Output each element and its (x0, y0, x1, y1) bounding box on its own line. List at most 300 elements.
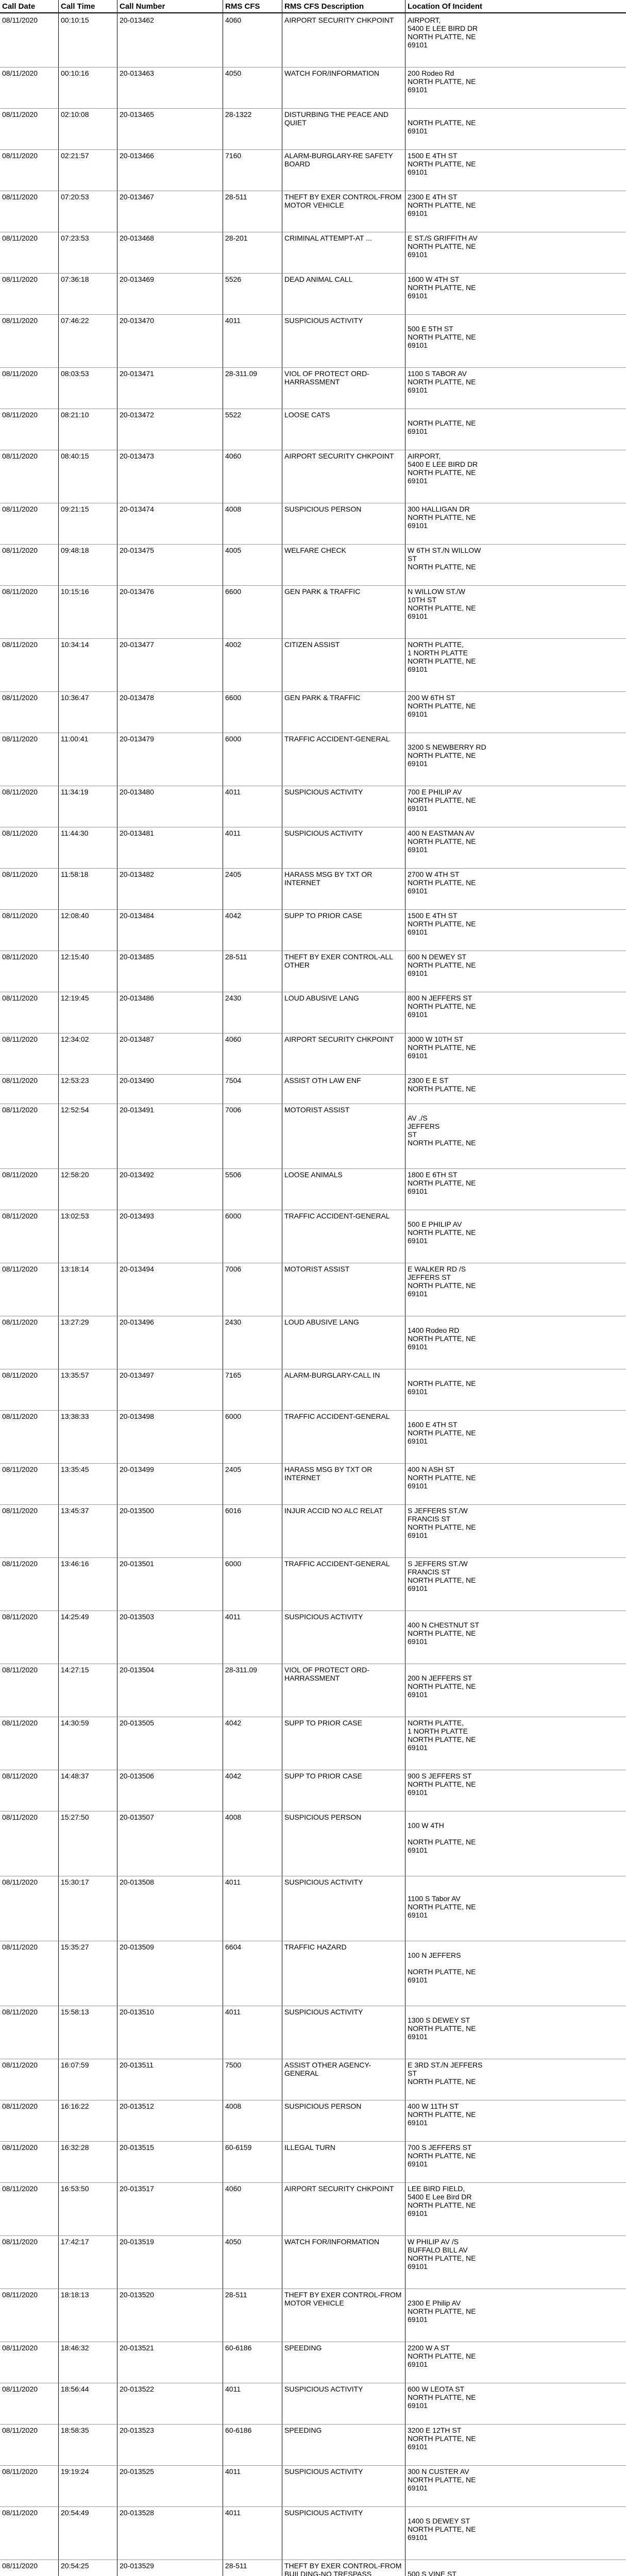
call-number: 20-013506 (120, 1772, 154, 1780)
incident-location (408, 546, 531, 571)
incident-location (408, 110, 531, 135)
location-line: NORTH PLATTE, NE (408, 1002, 476, 1010)
call-date: 08/11/2020 (2, 452, 38, 460)
call-number: 20-013498 (120, 1412, 154, 1420)
location-line: 1400 S DEWEY ST (408, 2517, 470, 2525)
table-row (0, 1770, 626, 1811)
call-date: 08/11/2020 (2, 1106, 38, 1114)
location-line: E 3RD ST./N JEFFERS (408, 2061, 483, 2069)
location-line: 69101 (408, 1690, 428, 1699)
call-date: 08/11/2020 (2, 640, 38, 649)
rms-cfs: 4011 (225, 2467, 241, 2476)
call-number: 20-013519 (120, 2238, 154, 2246)
rms-cfs: 4050 (225, 2238, 242, 2246)
location-line: 69101 (408, 341, 428, 349)
table-row (0, 2006, 626, 2059)
table-row (0, 1664, 626, 1717)
table-row (0, 827, 626, 869)
rms-cfs: 4011 (225, 829, 241, 837)
location-line (408, 1813, 531, 1821)
call-date: 08/11/2020 (2, 1666, 38, 1674)
call-date: 08/11/2020 (2, 1613, 38, 1621)
location-line: 800 N JEFFERS ST (408, 994, 472, 1002)
incident-location (408, 2291, 531, 2324)
location-line: 69101 (408, 845, 428, 854)
table-row (0, 2142, 626, 2183)
location-line: NORTH PLATTE, NE (408, 2110, 476, 2119)
location-line: AIRPORT, (408, 16, 441, 24)
incident-location (408, 2184, 531, 2217)
call-date: 08/11/2020 (2, 953, 38, 961)
call-date: 08/11/2020 (2, 2008, 38, 2016)
incident-location (408, 1560, 531, 1592)
call-time: 08:21:10 (61, 411, 89, 419)
call-number: 20-013525 (120, 2467, 154, 2476)
location-line: 69101 (408, 292, 428, 300)
location-line: NORTH PLATTE, NE (408, 419, 476, 427)
cfs-description: SUSPICIOUS ACTIVITY (284, 2467, 363, 2476)
call-date: 08/11/2020 (2, 1772, 38, 1780)
location-line: NORTH PLATTE, NE (408, 283, 476, 292)
call-time: 08:40:15 (61, 452, 89, 460)
call-date: 08/11/2020 (2, 1212, 38, 1220)
incident-location (408, 1171, 531, 1195)
call-date: 08/11/2020 (2, 2426, 38, 2434)
rms-cfs: 6604 (225, 1943, 242, 1951)
call-time: 13:38:33 (61, 1412, 89, 1420)
cfs-description: SPEEDING (284, 2426, 322, 2434)
location-line: NORTH PLATTE, NE (408, 2254, 476, 2262)
incident-location (408, 1943, 531, 1984)
location-line: NORTH PLATTE, NE (408, 702, 476, 710)
location-line: 69101 (408, 386, 428, 394)
call-time: 07:20:53 (61, 193, 89, 201)
rms-cfs: 5526 (225, 275, 242, 283)
call-time: 15:27:50 (61, 1813, 89, 1821)
incident-location (408, 640, 531, 673)
location-line: 69101 (408, 612, 428, 620)
call-date: 08/11/2020 (2, 2562, 38, 2570)
cfs-description: ASSIST OTH LAW ENF (284, 1076, 361, 1084)
location-line: NORTH PLATTE, NE (408, 837, 476, 845)
call-number: 20-013486 (120, 994, 154, 1002)
location-line (408, 2509, 531, 2517)
cfs-description: SUSPICIOUS PERSON (284, 2102, 362, 2110)
location-line: AV ./S (408, 1114, 428, 1122)
location-line: NORTH PLATTE, NE (408, 1968, 476, 1976)
cfs-description: MOTORIST ASSIST (284, 1265, 350, 1273)
call-time: 12:34:02 (61, 1035, 89, 1043)
location-line: NORTH PLATTE, NE (408, 1043, 476, 1052)
incident-location (408, 1878, 531, 1919)
table-row (0, 910, 626, 951)
cfs-description: AIRPORT SECURITY CHKPOINT (284, 16, 394, 24)
rms-cfs: 7500 (225, 2061, 242, 2069)
table-row (0, 2100, 626, 2142)
location-line: FRANCIS ST (408, 1568, 451, 1576)
rms-cfs: 6000 (225, 1212, 242, 1220)
location-line: NORTH PLATTE, NE (408, 2307, 476, 2315)
column-divider (58, 0, 59, 2576)
rms-cfs: 4002 (225, 640, 242, 649)
table-row (0, 2342, 626, 2383)
call-time: 16:32:28 (61, 2143, 89, 2151)
table-row (0, 232, 626, 274)
location-line: 200 W 6TH ST (408, 693, 455, 702)
location-line: NORTH PLATTE, NE (408, 2201, 476, 2209)
call-number: 20-013475 (120, 546, 154, 554)
location-line: 69101 (408, 2533, 428, 2541)
location-line: JEFFERS ST (408, 1273, 451, 1281)
table-row (0, 951, 626, 992)
location-line (408, 1886, 531, 1894)
location-line: FRANCIS ST (408, 1515, 451, 1523)
rms-cfs: 4042 (225, 1719, 242, 1727)
rms-cfs: 4060 (225, 1035, 242, 1043)
location-line: 3200 S NEWBERRY RD (408, 743, 486, 751)
call-date: 08/11/2020 (2, 1560, 38, 1568)
incident-location (408, 2509, 531, 2541)
table-row (0, 545, 626, 586)
incident-location (408, 2238, 531, 2270)
incident-location (408, 1666, 531, 1699)
call-date: 08/11/2020 (2, 151, 38, 160)
call-number: 20-013484 (120, 911, 154, 920)
call-date: 08/11/2020 (2, 788, 38, 796)
location-line: 69101 (408, 2160, 428, 2168)
cfs-description: SUSPICIOUS ACTIVITY (284, 1878, 363, 1886)
table-row (0, 1104, 626, 1169)
rms-cfs: 2430 (225, 1318, 242, 1326)
call-time: 16:53:50 (61, 2184, 89, 2193)
table-row (0, 274, 626, 315)
location-line: NORTH PLATTE, NE (408, 1838, 476, 1846)
location-line: 69101 (408, 1052, 428, 1060)
incident-location (408, 1772, 531, 1797)
location-line (408, 1371, 531, 1379)
call-number: 20-013473 (120, 452, 154, 460)
table-row (0, 1876, 626, 1941)
incident-location (408, 2467, 531, 2492)
call-number: 20-013462 (120, 16, 154, 24)
location-line: 69101 (408, 2315, 428, 2324)
header-location: Location Of Incident (408, 2, 482, 11)
rms-cfs: 5506 (225, 1171, 242, 1179)
call-date: 08/11/2020 (2, 1506, 38, 1515)
table-row (0, 1033, 626, 1075)
location-line: 3000 W 10TH ST (408, 1035, 464, 1043)
call-date: 08/11/2020 (2, 2238, 38, 2246)
call-date: 08/11/2020 (2, 2143, 38, 2151)
call-number: 20-013517 (120, 2184, 154, 2193)
rms-cfs: 60-6186 (225, 2426, 252, 2434)
location-line: NORTH PLATTE, NE (408, 118, 476, 127)
location-line (408, 1412, 531, 1420)
call-date: 08/11/2020 (2, 2509, 38, 2517)
location-line: 69101 (408, 1343, 428, 1351)
location-line: 600 N DEWEY ST (408, 953, 467, 961)
call-number: 20-013508 (120, 1878, 154, 1886)
location-line: NORTH PLATTE, (408, 640, 464, 649)
location-line: 69101 (408, 2360, 428, 2368)
location-line: E ST./S GRIFFITH AV (408, 234, 478, 242)
location-line: NORTH PLATTE, NE (408, 1334, 476, 1343)
call-date: 08/11/2020 (2, 1171, 38, 1179)
incident-location (408, 829, 531, 854)
cfs-description: SUSPICIOUS ACTIVITY (284, 2509, 363, 2517)
call-time: 18:18:13 (61, 2291, 89, 2299)
call-time: 14:27:15 (61, 1666, 89, 1674)
incident-location (408, 2562, 531, 2576)
call-date: 08/11/2020 (2, 316, 38, 325)
call-date: 08/11/2020 (2, 1371, 38, 1379)
incident-location (408, 1265, 531, 1298)
location-line (408, 1106, 531, 1114)
cfs-description: TRAFFIC HAZARD (284, 1943, 347, 1951)
location-line: 1500 E 4TH ST (408, 911, 458, 920)
location-line: 200 N JEFFERS ST (408, 1674, 472, 1682)
cfs-description: CITIZEN ASSIST (284, 640, 340, 649)
call-date: 08/11/2020 (2, 69, 38, 77)
location-line: 69101 (408, 1584, 428, 1592)
location-line: 69101 (408, 1482, 428, 1490)
location-line: NORTH PLATTE, NE (408, 1523, 476, 1531)
call-time: 13:35:57 (61, 1371, 89, 1379)
table-row (0, 2560, 626, 2576)
table-row (0, 1263, 626, 1316)
location-line: NORTH PLATTE, (408, 1719, 464, 1727)
location-line (408, 1613, 531, 1621)
location-line: 1800 E 6TH ST (408, 1171, 458, 1179)
cfs-description: SUSPICIOUS ACTIVITY (284, 2385, 363, 2393)
cfs-description: DISTURBING THE PEACE AND QUIET (284, 110, 389, 127)
call-date: 08/11/2020 (2, 829, 38, 837)
location-line: NORTH PLATTE, NE (408, 1228, 476, 1236)
rms-cfs: 28-201 (225, 234, 248, 242)
call-date: 08/11/2020 (2, 16, 38, 24)
location-line: 2200 W A ST (408, 2344, 450, 2352)
location-line: 69101 (408, 1187, 428, 1195)
call-date: 08/11/2020 (2, 1035, 38, 1043)
cfs-description: LOOSE ANIMALS (284, 1171, 343, 1179)
location-line: 500 S VINE ST (408, 2570, 456, 2576)
location-line: 100 N JEFFERS (408, 1951, 461, 1959)
call-date: 08/11/2020 (2, 2102, 38, 2110)
rms-cfs: 60-6159 (225, 2143, 252, 2151)
rms-cfs: 4011 (225, 316, 241, 325)
location-line: S JEFFERS ST./W (408, 1506, 468, 1515)
incident-location (408, 587, 531, 620)
rms-cfs: 4008 (225, 505, 242, 513)
call-date: 08/11/2020 (2, 911, 38, 920)
rms-cfs: 4042 (225, 911, 242, 920)
incident-location (408, 1813, 531, 1854)
call-number: 20-013469 (120, 275, 154, 283)
location-line: NORTH PLATTE, NE (408, 920, 476, 928)
call-time: 20:54:49 (61, 2509, 89, 2517)
call-number: 20-013522 (120, 2385, 154, 2393)
incident-location (408, 1412, 531, 1445)
rms-cfs: 4050 (225, 69, 242, 77)
location-line (408, 1878, 531, 1886)
call-date: 08/11/2020 (2, 1943, 38, 1951)
location-line: 900 S JEFFERS ST (408, 1772, 472, 1780)
call-time: 12:08:40 (61, 911, 89, 920)
table-row (0, 315, 626, 368)
call-number: 20-013474 (120, 505, 154, 513)
location-line: 400 W 11TH ST (408, 2102, 459, 2110)
call-number: 20-013510 (120, 2008, 154, 2016)
call-number: 20-013499 (120, 1465, 154, 1473)
rms-cfs: 28-511 (225, 2291, 247, 2299)
call-date: 08/11/2020 (2, 2061, 38, 2069)
location-line: 69101 (408, 477, 428, 485)
location-line: 69101 (408, 1976, 428, 1984)
location-line: 69101 (408, 928, 428, 936)
location-line: 69101 (408, 250, 428, 259)
table-row (0, 869, 626, 910)
cfs-description: ASSIST OTHER AGENCY-GENERAL (284, 2061, 371, 2077)
location-line: W PHILIP AV /S (408, 2238, 459, 2246)
call-time: 11:58:18 (61, 870, 89, 878)
rms-cfs: 4060 (225, 2184, 242, 2193)
call-date: 08/11/2020 (2, 870, 38, 878)
call-time: 02:21:57 (61, 151, 89, 160)
call-number: 20-013463 (120, 69, 154, 77)
location-line: ST (408, 554, 417, 563)
cfs-description: CRIMINAL ATTEMPT-AT ... (284, 234, 372, 242)
table-row (0, 1717, 626, 1770)
location-line (408, 411, 531, 419)
location-line: N WILLOW ST./W (408, 587, 465, 596)
location-line: NORTH PLATTE, NE (408, 2525, 476, 2533)
cfs-description: LOUD ABUSIVE LANG (284, 1318, 359, 1326)
location-line: NORTH PLATTE, NE (408, 1429, 476, 1437)
call-time: 07:46:22 (61, 316, 89, 325)
location-line: NORTH PLATTE, NE (408, 1379, 476, 1387)
rms-cfs: 7160 (225, 151, 242, 160)
rms-cfs: 4011 (225, 1878, 241, 1886)
rms-cfs: 28-1322 (225, 110, 252, 118)
incident-location (408, 2102, 531, 2127)
location-line: 69101 (408, 1846, 428, 1854)
call-number: 20-013470 (120, 316, 154, 325)
location-line: NORTH PLATTE, NE (408, 2151, 476, 2160)
location-line: E WALKER RD /S (408, 1265, 466, 1273)
location-line: NORTH PLATTE, NE (408, 2476, 476, 2484)
call-time: 13:35:45 (61, 1465, 89, 1473)
incident-location (408, 1506, 531, 1539)
incident-location (408, 735, 531, 768)
incident-location (408, 953, 531, 977)
location-line (408, 2562, 531, 2570)
cfs-description: SUSPICIOUS ACTIVITY (284, 316, 363, 325)
incident-location (408, 151, 531, 176)
call-time: 09:48:18 (61, 546, 89, 554)
rms-cfs: 28-311.09 (225, 1666, 258, 1674)
location-line: 69101 (408, 2484, 428, 2492)
cfs-description: THEFT BY EXER CONTROL-ALL OTHER (284, 953, 393, 969)
location-line: LEE BIRD FIELD, (408, 2184, 465, 2193)
location-line: 2300 E Philip AV (408, 2299, 461, 2307)
call-number: 20-013467 (120, 193, 154, 201)
location-line: 69101 (408, 1236, 428, 1245)
rms-cfs: 60-6186 (225, 2344, 252, 2352)
incident-location (408, 69, 531, 94)
location-line: 69101 (408, 1387, 428, 1396)
cfs-description: WATCH FOR/INFORMATION (284, 69, 380, 77)
location-line: NORTH PLATTE, NE (408, 1139, 476, 1147)
location-line: 2300 E 4TH ST (408, 193, 458, 201)
call-date: 08/11/2020 (2, 1465, 38, 1473)
call-time: 12:15:40 (61, 953, 89, 961)
location-line: 69101 (408, 665, 428, 673)
table-row (0, 409, 626, 450)
call-time: 13:02:53 (61, 1212, 89, 1220)
call-number: 20-013505 (120, 1719, 154, 1727)
cfs-description: SPEEDING (284, 2344, 322, 2352)
table-row (0, 368, 626, 409)
incident-location (408, 2008, 531, 2041)
call-time: 13:46:16 (61, 1560, 89, 1568)
cfs-description: ALARM-BURGLARY-RE SAFETY BOARD (284, 151, 393, 168)
table-row (0, 109, 626, 150)
location-line: 69101 (408, 804, 428, 812)
call-number: 20-013466 (120, 151, 154, 160)
call-number: 20-013493 (120, 1212, 154, 1220)
location-line (408, 110, 531, 118)
cfs-description: TRAFFIC ACCIDENT-GENERAL (284, 1212, 390, 1220)
location-line: NORTH PLATTE, NE (408, 1179, 476, 1187)
location-line: 69101 (408, 1531, 428, 1539)
rms-cfs: 7504 (225, 1076, 242, 1084)
location-line (408, 1318, 531, 1326)
rms-cfs: 6016 (225, 1506, 242, 1515)
call-number: 20-013465 (120, 110, 154, 118)
call-number: 20-013487 (120, 1035, 154, 1043)
location-line: NORTH PLATTE, NE (408, 513, 476, 521)
location-line: NORTH PLATTE, NE (408, 2393, 476, 2401)
incident-location (408, 693, 531, 718)
location-line: AIRPORT, (408, 452, 441, 460)
call-time: 15:30:17 (61, 1878, 89, 1886)
table-row (0, 191, 626, 232)
rms-cfs: 6000 (225, 735, 242, 743)
call-number: 20-013485 (120, 953, 154, 961)
call-number: 20-013477 (120, 640, 154, 649)
call-time: 14:25:49 (61, 1613, 89, 1621)
call-time: 12:52:54 (61, 1106, 89, 1114)
call-date: 08/11/2020 (2, 1076, 38, 1084)
table-row (0, 1075, 626, 1104)
location-line: W 6TH ST./N WILLOW (408, 546, 481, 554)
cfs-description: GEN PARK & TRAFFIC (284, 587, 361, 596)
location-line: NORTH PLATTE, NE (408, 604, 476, 612)
table-row (0, 1169, 626, 1210)
location-line (408, 1829, 531, 1838)
call-date: 08/11/2020 (2, 1878, 38, 1886)
location-line (408, 735, 531, 743)
location-line: 1500 E 4TH ST (408, 151, 458, 160)
call-number: 20-013497 (120, 1371, 154, 1379)
location-line: NORTH PLATTE, NE (408, 961, 476, 969)
header-call-time: Call Time (61, 2, 95, 11)
location-line: NORTH PLATTE, NE (408, 1473, 476, 1482)
location-line: 69101 (408, 1911, 428, 1919)
table-row (0, 992, 626, 1033)
location-line: BUFFALO BILL AV (408, 2246, 468, 2254)
header-rms-cfs-description: RMS CFS Description (284, 2, 364, 11)
